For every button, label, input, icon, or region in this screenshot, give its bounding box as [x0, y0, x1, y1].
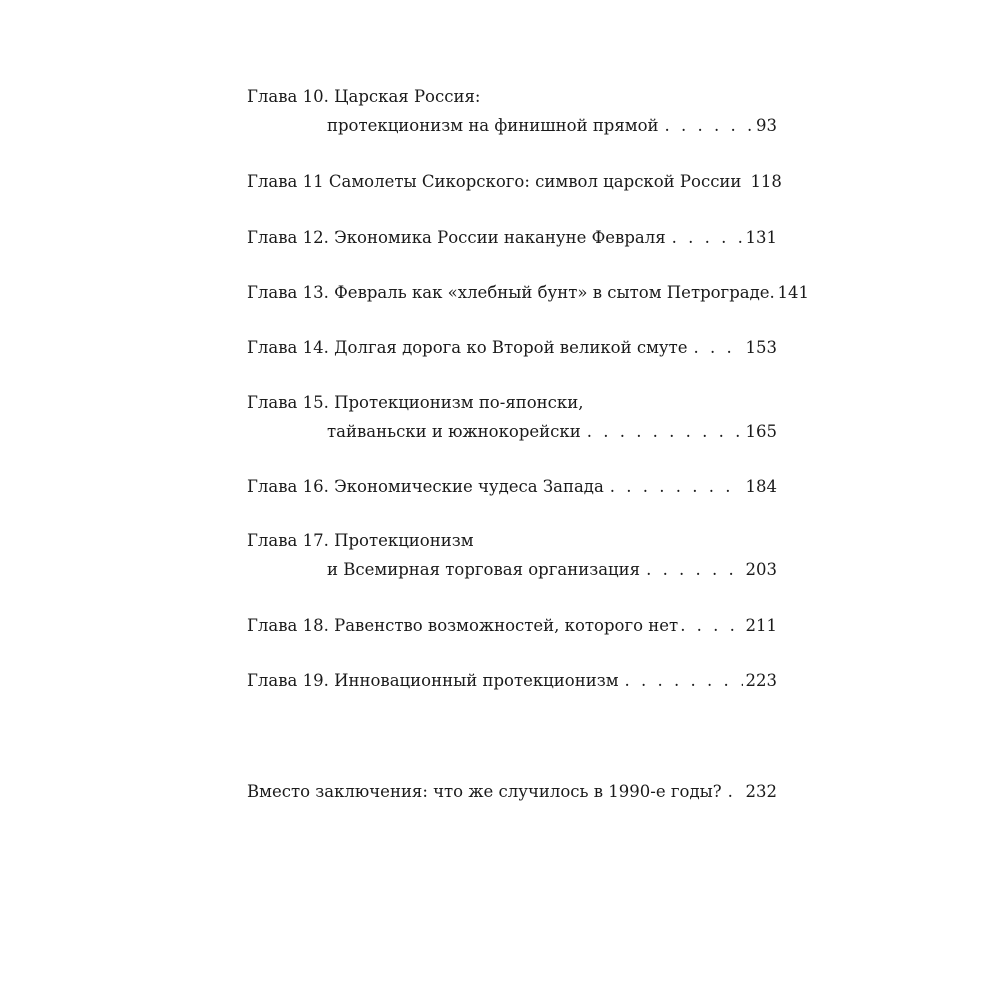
chapter-prefix: Глава 15.: [247, 393, 329, 412]
chapter-prefix: Глава 12.: [247, 228, 329, 247]
dot-leader: [665, 115, 753, 137]
page-number: 93: [756, 116, 777, 135]
page-number: 141: [777, 283, 810, 302]
page-number: 131: [745, 228, 777, 247]
chapter-title: Инновационный протекционизм: [334, 671, 619, 690]
dot-leader: [587, 421, 743, 443]
dot-leader: [728, 781, 743, 803]
chapter-prefix: Глава 14.: [247, 338, 329, 357]
toc-entry-ch18[interactable]: [247, 615, 777, 637]
toc-entry-ch17-line2[interactable]: [327, 559, 777, 581]
toc-entry-ch15-line1[interactable]: [247, 392, 777, 414]
chapter-title: Февраль как «хлебный бунт» в сытом Петрограде: [334, 283, 770, 302]
chapter-title-line1: Протекционизм: [334, 531, 474, 550]
chapter-prefix: Глава 18.: [247, 616, 329, 635]
toc-entry-ch10-line1[interactable]: [247, 86, 777, 108]
dot-leader: [770, 282, 778, 304]
chapter-prefix: Глава 19.: [247, 671, 329, 690]
conclusion-title: Вместо заключения: что же случилось в 1990-е годы?: [247, 782, 722, 801]
dot-leader: [694, 337, 743, 359]
chapter-prefix: Глава 13.: [247, 283, 329, 302]
chapter-title: Экономические чудеса Запада: [334, 477, 604, 496]
chapter-prefix: Глава 11: [247, 172, 324, 191]
page-number: 184: [745, 477, 777, 496]
page-number: 232: [745, 782, 777, 801]
page-number: 153: [745, 338, 777, 357]
chapter-prefix: Глава 17.: [247, 531, 329, 550]
page-number: 223: [745, 671, 777, 690]
page-number: 211: [745, 616, 777, 635]
chapter-title: Долгая дорога ко Второй великой смуте: [334, 338, 688, 357]
toc-entry-ch15-line2[interactable]: [327, 421, 777, 443]
page-number: 203: [745, 560, 777, 579]
chapter-title-line1: Протекционизм по-японски,: [334, 393, 584, 412]
toc-entry-conclusion[interactable]: [247, 781, 777, 803]
page-number: 165: [745, 422, 777, 441]
dot-leader: [610, 476, 743, 498]
chapter-title: Самолеты Сикорского: символ царской России: [328, 172, 742, 191]
chapter-title: Экономика России накануне Февраля: [334, 228, 666, 247]
toc-entry-ch17-line1[interactable]: [247, 530, 777, 552]
chapter-title-line2: и Всемирная торговая организация: [327, 560, 641, 579]
page-number: 118: [750, 172, 782, 191]
chapter-title-line2: тайваньски и южнокорейски: [327, 422, 581, 441]
dot-leader: [680, 615, 742, 637]
toc-entry-ch10-line2[interactable]: [327, 115, 777, 137]
toc-entry-ch11[interactable]: [247, 171, 782, 193]
dot-leader: [646, 559, 742, 581]
chapter-prefix: Глава 16.: [247, 477, 329, 496]
chapter-title-line2: протекционизм на финишной прямой: [327, 116, 659, 135]
chapter-title-line1: Царская Россия:: [334, 87, 481, 106]
chapter-prefix: Глава 10.: [247, 87, 329, 106]
dot-leader: [672, 227, 743, 249]
toc-entry-ch12[interactable]: [247, 227, 777, 249]
toc-entry-ch19[interactable]: [247, 670, 777, 692]
chapter-title: Равенство возможностей, которого нет: [334, 616, 679, 635]
toc-entry-ch14[interactable]: [247, 337, 777, 359]
toc-entry-ch13[interactable]: [247, 282, 810, 304]
dot-leader: [625, 670, 743, 692]
toc-entry-ch16[interactable]: [247, 476, 777, 498]
